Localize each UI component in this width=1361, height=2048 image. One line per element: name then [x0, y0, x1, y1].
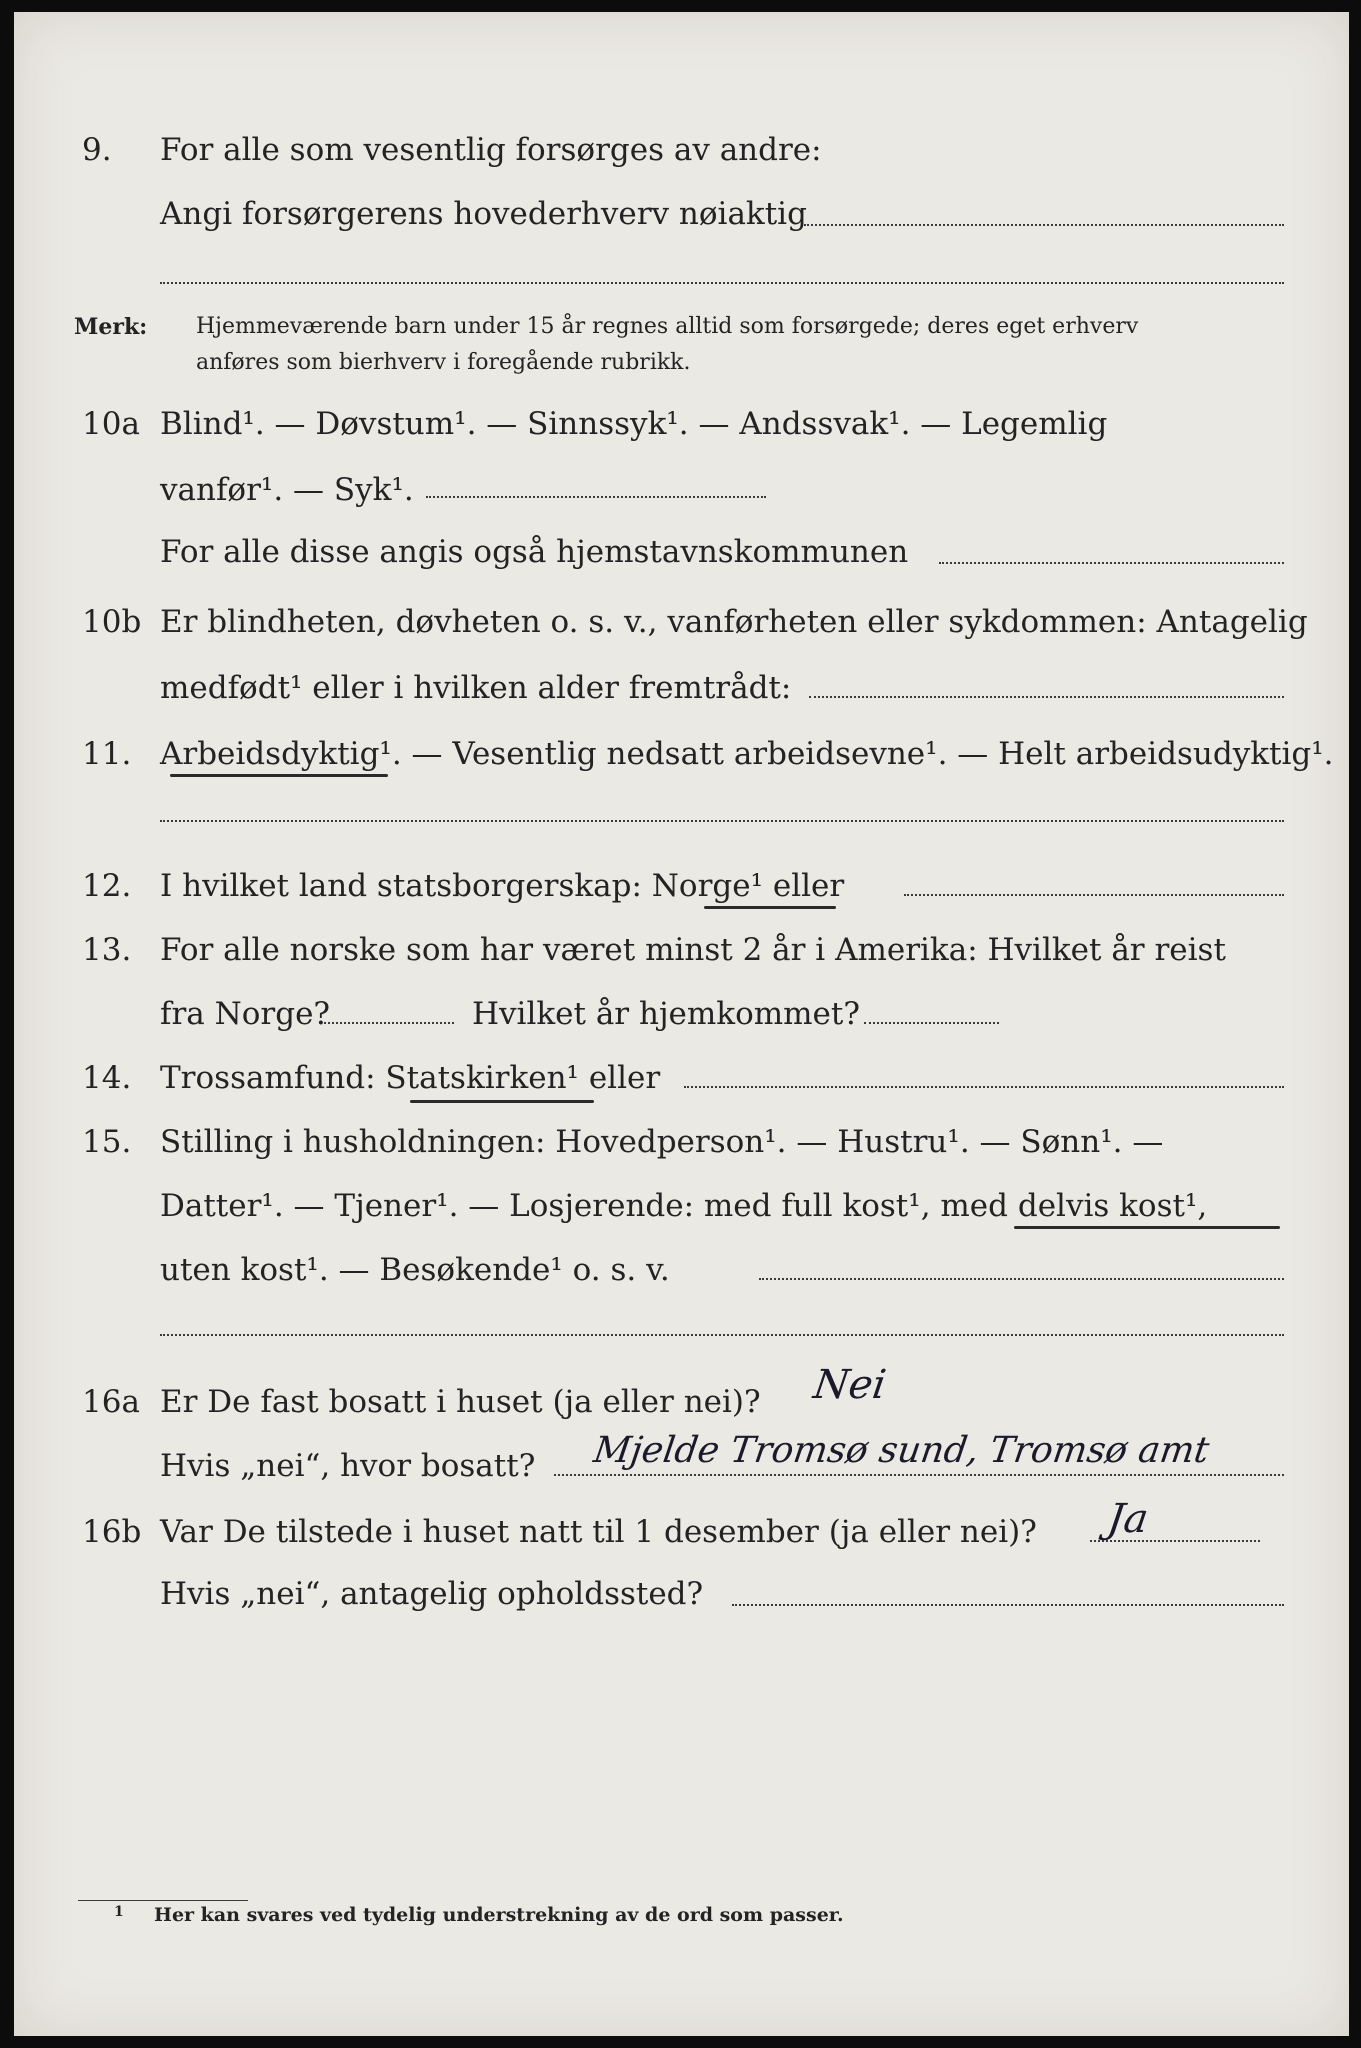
answer-line[interactable] — [732, 1604, 1284, 1606]
question-11-line1: Arbeidsdyktig¹. — Vesentlig nedsatt arbeidsevne¹. — Helt arbeidsudyktig¹. — [160, 736, 1334, 772]
question-16b-line1: Var De tilstede i huset natt til 1 desember (ja eller nei)? — [160, 1514, 1037, 1550]
handwritten-answer: Mjelde Tromsø sund, Tromsø amt — [591, 1430, 1212, 1471]
question-10a-line3: For alle disse angis også hjemstavnskommunen — [160, 534, 909, 570]
answer-line[interactable] — [426, 496, 766, 498]
separator-line — [160, 1334, 1284, 1336]
note-line2: anføres som bierhverv i foregående rubrikk. — [196, 350, 691, 375]
answer-line[interactable] — [804, 224, 1284, 226]
question-number: 14. — [82, 1060, 132, 1096]
question-13-line1: For alle norske som har været minst 2 år i Amerika: Hvilket år reist — [160, 932, 1226, 968]
question-14-line1: Trossamfund: Statskirken¹ eller — [160, 1060, 661, 1096]
footnote-rule — [78, 1900, 248, 1901]
question-15-line2: Datter¹. — Tjener¹. — Losjerende: med full kost¹, med delvis kost¹, — [160, 1188, 1208, 1224]
question-15-line3: uten kost¹. — Besøkende¹ o. s. v. — [160, 1252, 670, 1288]
question-number: 10b — [82, 604, 142, 640]
note-line1: Hjemmeværende barn under 15 år regnes alltid som forsørgede; deres eget erhverv — [196, 314, 1139, 339]
underline-mark — [1014, 1226, 1280, 1229]
question-10b-line2: medfødt¹ eller i hvilken alder fremtrådt: — [160, 670, 792, 706]
question-10b-line1: Er blindheten, døvheten o. s. v., vanførheten eller sykdommen: Antagelig — [160, 604, 1308, 640]
question-10a-line1: Blind¹. — Døvstum¹. — Sinnssyk¹. — Andssvak¹. — Legemlig — [160, 406, 1108, 442]
question-number: 13. — [82, 932, 132, 968]
handwritten-answer: Nei — [810, 1362, 889, 1408]
question-10a-line2: vanfør¹. — Syk¹. — [160, 472, 414, 508]
handwritten-answer: Ja — [1104, 1496, 1152, 1542]
question-16a-line2: Hvis „nei“, hvor bosatt? — [160, 1448, 536, 1484]
question-number: 15. — [82, 1124, 132, 1160]
question-9-line1: For alle som vesentlig forsørges av andre: — [160, 132, 822, 168]
question-12-line1: I hvilket land statsborgerskap: Norge¹ eller — [160, 868, 845, 904]
question-13-line2b: Hvilket år hjemkommet? — [472, 996, 860, 1032]
question-16a-line1: Er De fast bosatt i huset (ja eller nei)? — [160, 1384, 761, 1420]
separator-line — [160, 820, 1284, 822]
footnote-mark: 1 — [114, 1904, 124, 1920]
answer-line[interactable] — [904, 894, 1284, 896]
answer-line[interactable] — [939, 562, 1284, 564]
census-form-page — [14, 12, 1349, 2036]
question-15-line1: Stilling i husholdningen: Hovedperson¹. — Hustru¹. — Sønn¹. — — [160, 1124, 1164, 1160]
answer-line[interactable] — [554, 1474, 1284, 1476]
underline-mark — [704, 906, 836, 909]
answer-line[interactable] — [759, 1278, 1284, 1280]
separator-line — [160, 282, 1284, 284]
note-label: Merk: — [74, 314, 148, 340]
footnote-text: Her kan svares ved tydelig understrekning av de ord som passer. — [154, 1904, 844, 1926]
question-9-line2: Angi forsørgerens hovederhverv nøiaktig — [160, 196, 807, 232]
question-number: 16b — [82, 1514, 142, 1550]
question-number: 16a — [82, 1384, 140, 1420]
underline-mark — [170, 774, 388, 777]
answer-line[interactable] — [864, 1022, 999, 1024]
question-number: 11. — [82, 736, 132, 772]
question-number: 10a — [82, 406, 140, 442]
question-number: 9. — [82, 132, 112, 168]
question-number: 12. — [82, 868, 132, 904]
question-16b-line2: Hvis „nei“, antagelig opholdssted? — [160, 1576, 704, 1612]
answer-line[interactable] — [324, 1022, 454, 1024]
underline-mark — [410, 1100, 594, 1103]
answer-line[interactable] — [809, 696, 1284, 698]
answer-line[interactable] — [684, 1086, 1284, 1088]
question-13-line2a: fra Norge? — [160, 996, 331, 1032]
